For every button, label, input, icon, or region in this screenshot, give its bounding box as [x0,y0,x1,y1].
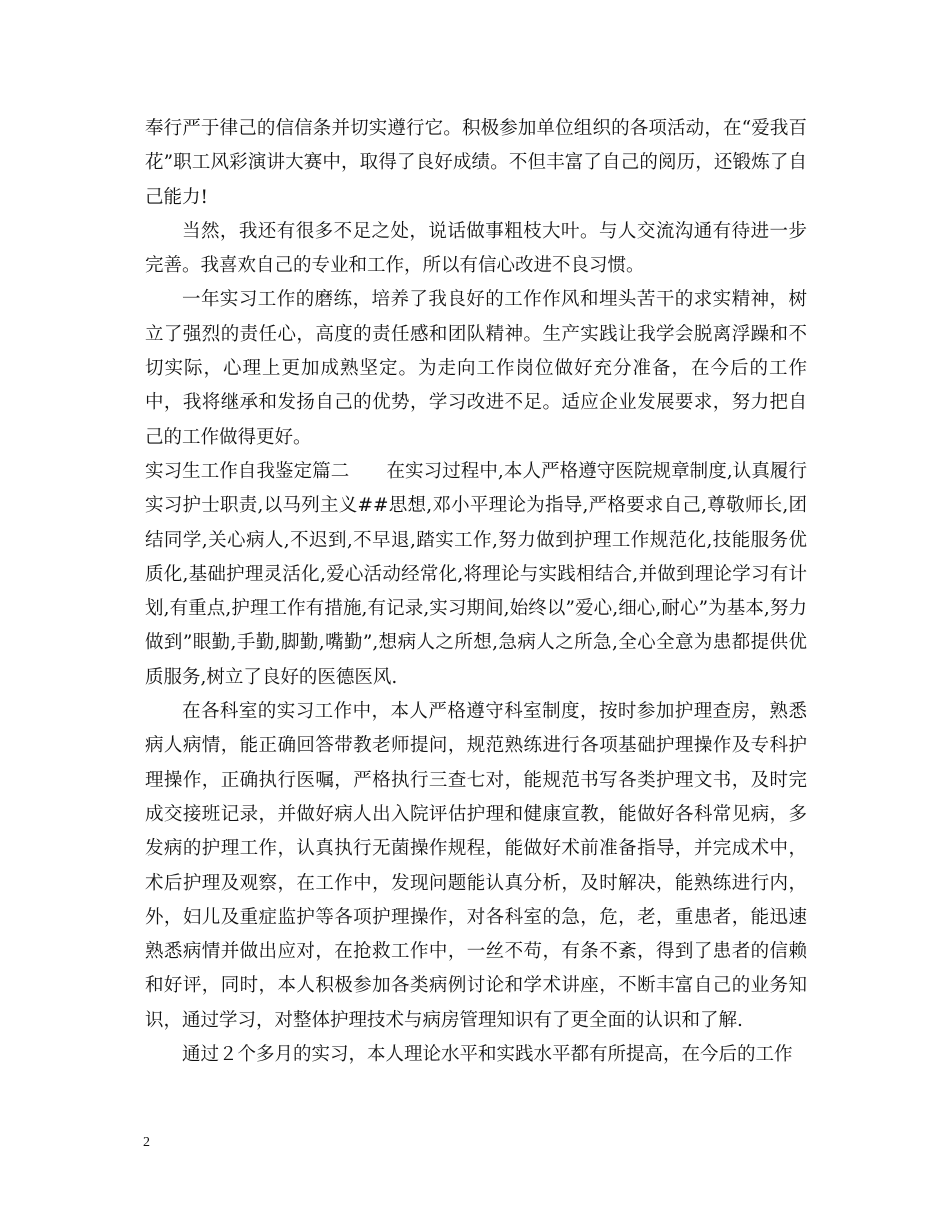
document-body [145,112,807,1072]
section-intro-text: 在实习过程中,本人严格遵守医院规章制度,认真履行实习护士职责,以马列主义##思想,邓小平理论为指导,严格要求自己,尊敬师长,团结同学,关心病人,不迟到,不早退,踏实工作,努力做到护理工作规范化,技能服务优质化,基础护理灵活化,爱心活动经常化,将理论与实践相结合,并做到理论学习有计划,有重点,护理工作有措施,有记录,实习期间,始终以”爱心,细心,耐心”为基本,努力做到”眼勤,手勤,脚勤,嘴勤”,想病人之所想,急病人之所急,全心全意为患都提供优质服务,树立了良好的医德医风. [145,460,807,688]
paragraph-shortcomings: 当然，我还有很多不足之处，说话做事粗枝大叶。与人交流沟通有待进一步完善。我喜欢自己的专业和工作，所以有信心改进不良习惯。 [145,220,807,277]
heading-gap [349,461,386,482]
paragraph-department-work: 在各科室的实习工作中，本人严格遵守科室制度，按时参加护理查房，熟悉病人病情，能正确回答带教老师提问，规范熟练进行各项基础护理操作及专科护理操作，正确执行医嘱，严格执行三查七对，能规范书写各类护理文书，及时完成交接班记录，并做好病人出入院评估护理和健康宣教，能做好各科常见病，多发病的护理工作，认真执行无菌操作规程，能做好术前准备指导，并完成术中，术后护理及观察，在工作中，发现问题能认真分析，及时解决，能熟练进行内，外，妇儿及重症监护等各项护理操作，对各科室的急，危，老，重患者，能迅速熟悉病情并做出应对，在抢救工作中，一丝不苟，有条不紊，得到了患者的信赖和好评，同时，本人积极参加各类病例讨论和学术讲座，不断丰富自己的业务知识，通过学习，对整体护理技术与病房管理知识有了更全面的认识和了解. [145,701,807,1031]
section-heading: 实习生工作自我鉴定篇二 [145,460,350,482]
paragraph-two-months: 通过２个多月的实习，本人理论水平和实践水平都有所提高，在今后的工作 [182,1044,793,1066]
page-number: 2 [143,1135,150,1150]
paragraph-internship-year: 一年实习工作的磨练，培养了我良好的工作作风和埋头苦干的求实精神，树立了强烈的责任心，高度的责任感和团队精神。生产实践让我学会脱离浮躁和不切实际，心理上更加成熟坚定。为走向工作岗位做好充分准备，在今后的工作中，我将继承和发扬自己的优势，学习改进不足。适应企业发展要求，努力把自己的工作做得更好。 [145,289,807,448]
section-two-paragraph [145,455,807,695]
paragraph-continued: 奉行严于律己的信信条并切实遵行它。积极参加单位组织的各项活动，在“爱我百花”职工风彩演讲大赛中，取得了良好成绩。不但丰富了自己的阅历，还锻炼了自己能力! [145,118,807,208]
